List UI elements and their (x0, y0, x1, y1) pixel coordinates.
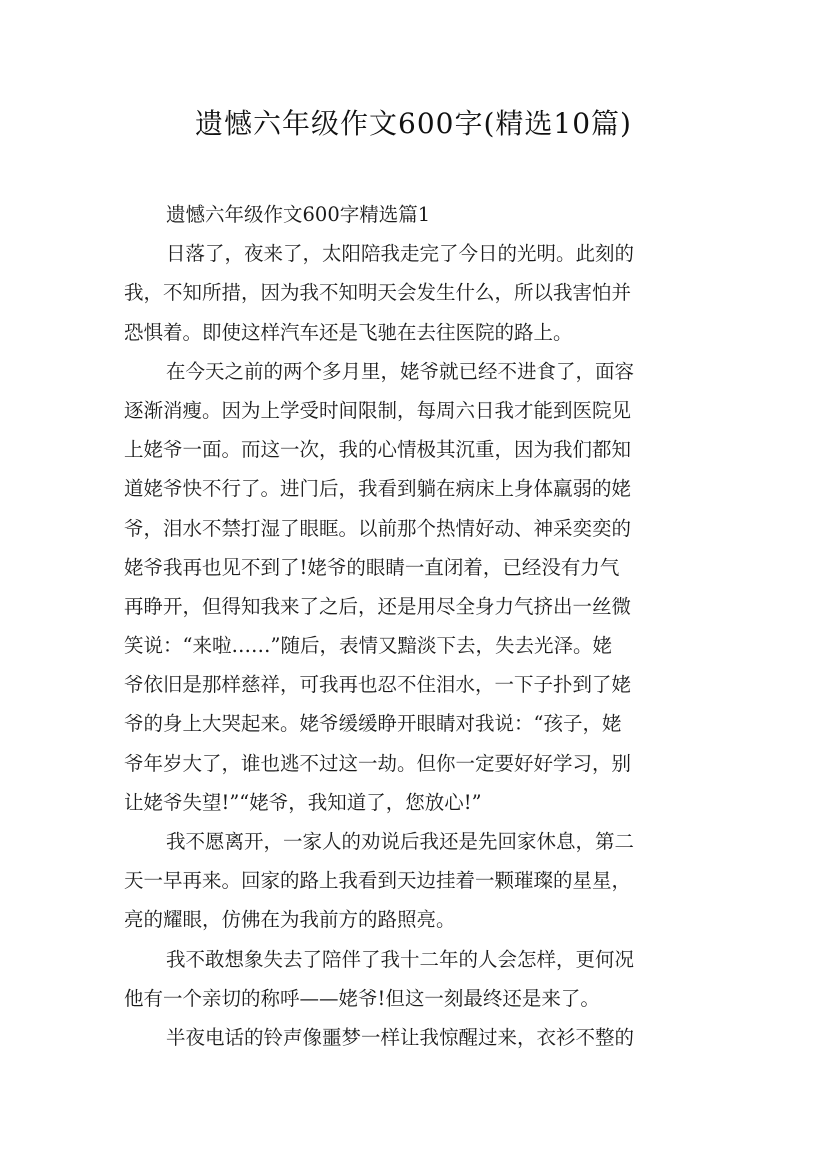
paragraph-line: 在今天之前的两个多月里，姥爷就已经不进食了，面容 (166, 359, 635, 383)
paragraph-line: 恐惧着。即使这样汽车还是飞驰在去往医院的路上。 (124, 320, 573, 344)
paragraph-line: 道姥爷快不行了。进门后，我看到躺在病床上身体羸弱的姥 (124, 477, 632, 501)
paragraph-line: 我，不知所措，因为我不知明天会发生什么，所以我害怕并 (124, 281, 632, 305)
paragraph-line: 半夜电话的铃声像噩梦一样让我惊醒过来，衣衫不整的 (166, 1025, 635, 1049)
paragraph-line: 我不愿离开，一家人的劝说后我还是先回家休息，第二 (166, 830, 635, 853)
paragraph-line: 亮的耀眼，仿佛在为我前方的路照亮。 (124, 908, 456, 932)
paragraph-line: 逐渐消瘦。因为上学受时间限制，每周六日我才能到医院见 (124, 398, 632, 422)
essay-body (124, 195, 704, 1057)
paragraph-line: 姥爷我再也见不到了!姥爷的眼睛一直闭着，已经没有力气 (124, 555, 620, 579)
paragraph-line: 上姥爷一面。而这一次，我的心情极其沉重，因为我们都知 (124, 438, 632, 462)
paragraph-line: 天一早再来。回家的路上我看到天边挂着一颗璀璨的星星， (124, 869, 632, 893)
paragraph-line: 爷年岁大了，谁也逃不过这一劫。但你一定要好好学习，别 (124, 751, 632, 775)
paragraph-line: 我不敢想象失去了陪伴了我十二年的人会怎样，更何况 (166, 947, 635, 971)
section-heading: 遗憾六年级作文600字精选篇1 (166, 203, 431, 226)
paragraph-line: 日落了，夜来了，太阳陪我走完了今日的光明。此刻的 (166, 242, 635, 266)
paragraph-line: 他有一个亲切的称呼——姥爷!但这一刻最终还是来了。 (124, 986, 600, 1010)
paragraph-line: 爷，泪水不禁打湿了眼眶。以前那个热情好动、神采奕奕的 (124, 516, 632, 540)
paragraph-line: 让姥爷失望!”“姥爷，我知道了，您放心!” (124, 790, 482, 814)
paragraph-line: 再睁开，但得知我来了之后，还是用尽全身力气挤出一丝微 (124, 594, 632, 618)
paragraph-line: 爷的身上大哭起来。姥爷缓缓睁开眼睛对我说：“孩子，姥 (124, 712, 622, 736)
paragraph-line: 爷依旧是那样慈祥，可我再也忍不住泪水，一下子扑到了姥 (124, 673, 632, 697)
document-title: 遗憾六年级作文600字(精选10篇) (195, 107, 632, 140)
paragraph-line: 笑说：“来啦……”随后，表情又黯淡下去，失去光泽。姥 (124, 634, 612, 658)
